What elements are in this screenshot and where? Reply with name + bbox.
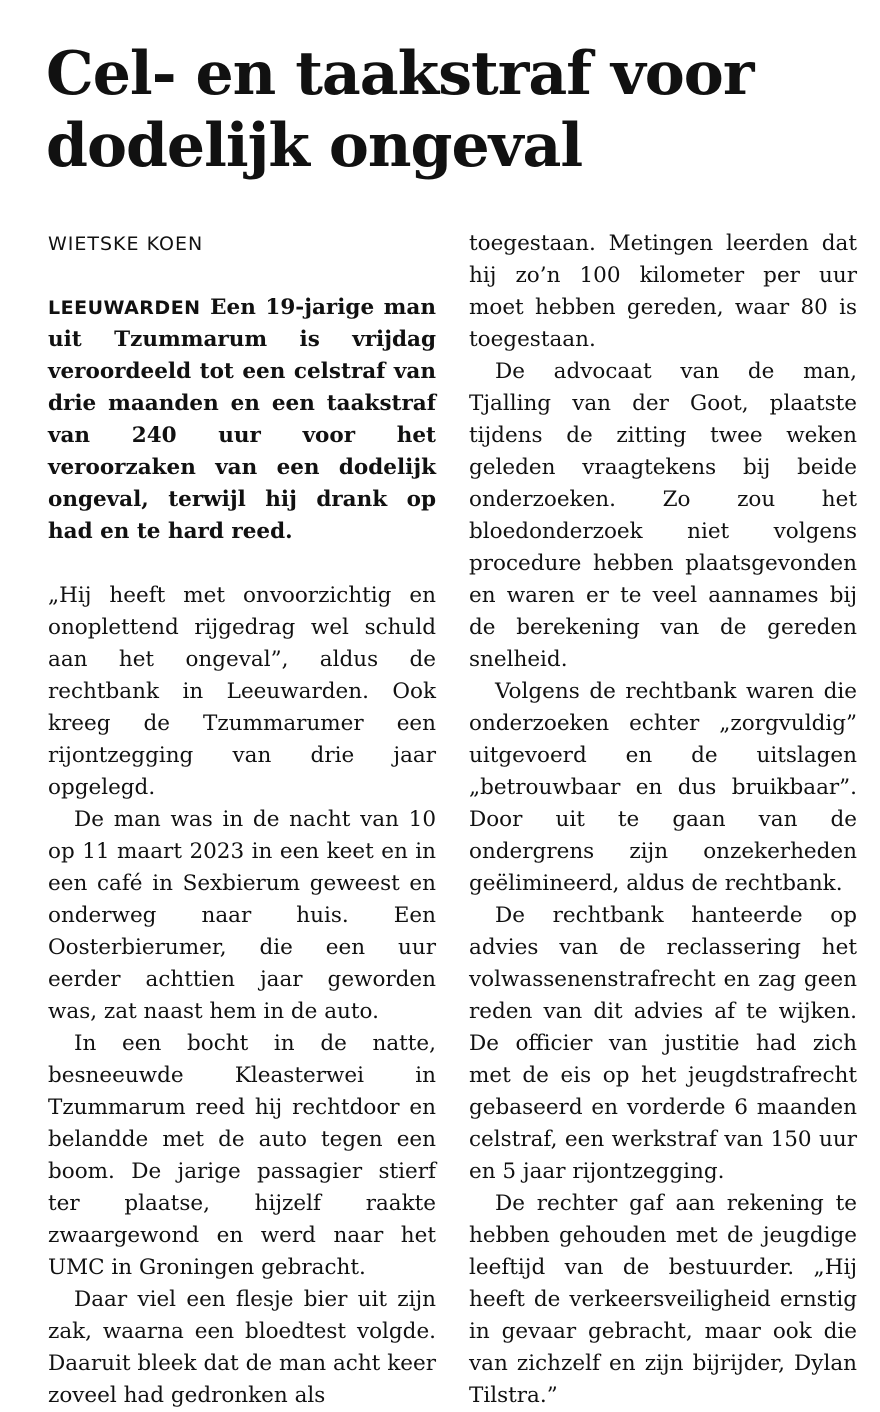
column-right — [469, 228, 857, 1412]
body-paragraph: De rechter gaf aan rekening te hebben gehouden met de jeugdige leeftijd van de bestuurder. „Hij heeft de verkeersveiligheid ernstig in gevaar gebracht, maar ook die van zichzelf en zijn bijrijder, Dylan Tilstra.” — [469, 1191, 857, 1408]
dateline: LEEUWARDEN — [48, 297, 201, 319]
body-paragraph: De rechtbank hanteerde op advies van de reclassering het volwassenenstrafrecht en zag geen reden van dit advies af te wijken. De officier van justitie had zich met de eis op het jeugdstrafrecht gebaseerd en vorderde 6 maanden celstraf, een werkstraf van 150 uur en 5 jaar rijontzegging. — [469, 903, 857, 1184]
lede-paragraph — [48, 292, 436, 548]
headline: Cel- en taakstraf voor dodelijk ongeval — [46, 39, 754, 181]
column-left — [48, 228, 436, 1412]
body-paragraph: De man was in de nacht van 10 op 11 maart 2023 in een keet en in een café in Sexbierum geweest en onderweg naar huis. Een Oosterbierumer, die een uur eerder achttien jaar geworden was, zat naast hem in de auto. — [48, 807, 436, 1024]
body-paragraph: toegestaan. Metingen leerden dat hij zo’n 100 kilometer per uur moet hebben gereden, waar 80 is toegestaan. — [469, 231, 857, 352]
body-paragraph: In een bocht in de natte, besneeuwde Kleasterwei in Tzummarum reed hij rechtdoor en belandde met de auto tegen een boom. De jarige passagier stierf ter plaatse, hijzelf raakte zwaargewond en werd naar het UMC in Groningen gebracht. — [48, 1031, 436, 1280]
lede-text: Een 19-jarige man uit Tzummarum is vrijdag veroordeeld tot een celstraf van drie maanden en een taakstraf van 240 uur voor het veroorzaken van een dodelijk ongeval, terwijl hij drank op had en te hard reed. — [48, 295, 436, 544]
byline: WIETSKE KOEN — [48, 233, 204, 255]
body-paragraph: Volgens de rechtbank waren die onderzoeken echter „zorgvuldig” uitgevoerd en de uitslagen „betrouwbaar en dus bruikbaar”. Door uit te gaan van de ondergrens zijn onzekerheden geëlimineerd, aldus de rechtbank. — [469, 679, 857, 896]
body-paragraph: De advocaat van de man, Tjalling van der Goot, plaatste tijdens de zitting twee weken geleden vraagtekens bij beide onderzoeken. Zo zou het bloedonderzoek niet volgens procedure hebben plaatsgevonden en waren er te veel aannames bij de berekening van de gereden snelheid. — [469, 359, 857, 672]
body-paragraph: Daar viel een flesje bier uit zijn zak, waarna een bloedtest volgde. Daaruit bleek dat de man acht keer zoveel had gedronken als — [48, 1287, 436, 1408]
body-paragraph: „Hij heeft met onvoorzichtig en onoplettend rijgedrag wel schuld aan het ongeval”, aldus de rechtbank in Leeuwarden. Ook kreeg de Tzummarumer een rijontzegging van drie jaar opgelegd. — [48, 583, 436, 800]
